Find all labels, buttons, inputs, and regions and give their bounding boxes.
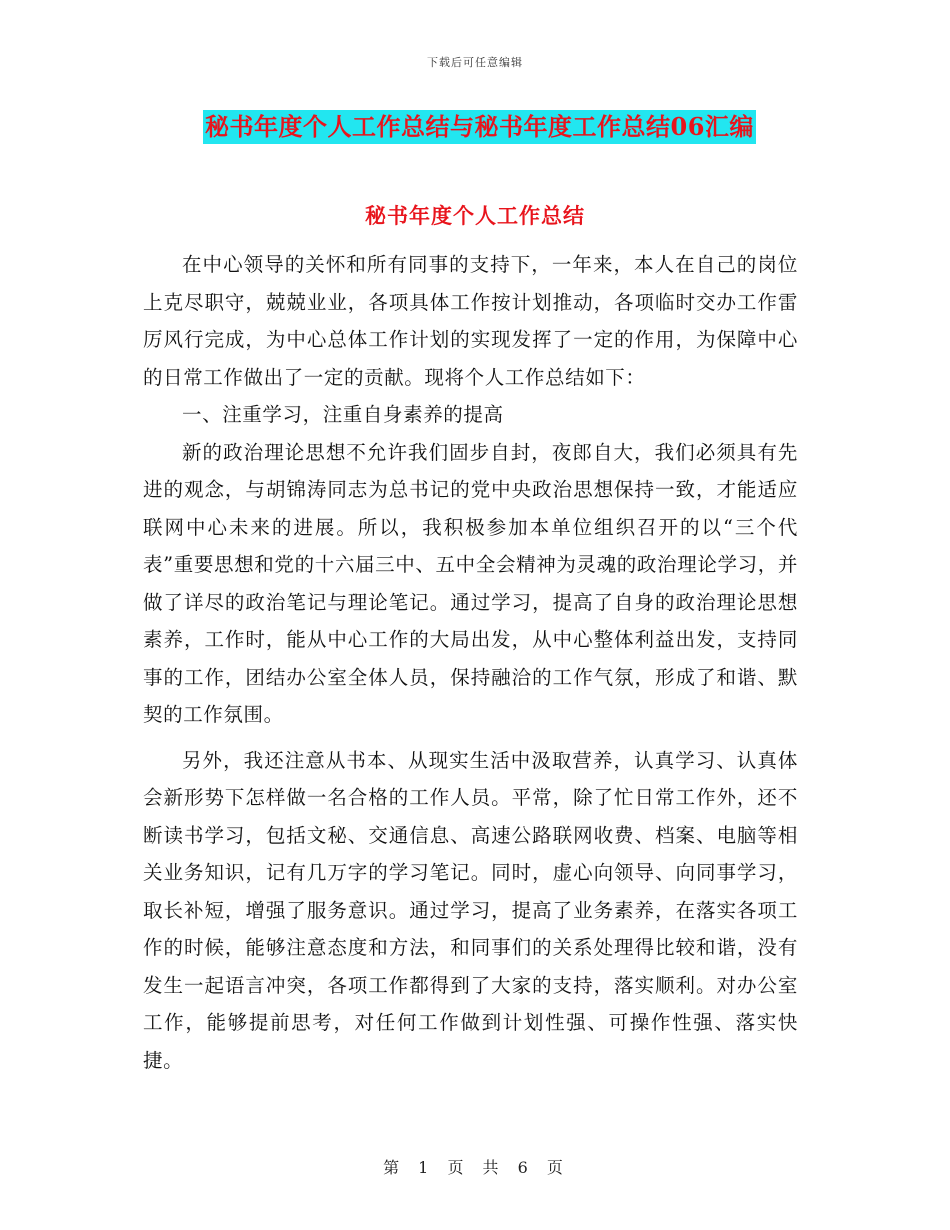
paragraph-intro: 在中心领导的关怀和所有同事的支持下，一年来，本人在自己的岗位上克尽职守，兢兢业业，各项具体工作按计划推动，各项临时交办工作雷厉风行完成，为中心总体工作计划的实现发挥了一定的作用，为保障中心的日常工作做出了一定的贡献。现将个人工作总结如下： xyxy=(143,253,798,389)
header-note: 下载后可任意编辑 xyxy=(427,56,523,69)
section-title: 秘书年度个人工作总结 xyxy=(365,203,585,228)
paragraph-self-study: 另外，我还注意从书本、从现实生活中汲取营养，认真学习、认真体会新形势下怎样做一名合格的工作人员。平常，除了忙日常工作外，还不断读书学习，包括文秘、交通信息、高速公路联网收费、档案、电脑等相关业务知识，记有几万字的学习笔记。同时，虚心向领导、向同事学习，取长补短，增强了服务意识。通过学习，提高了业务素养，在落实各项工作的时候，能够注意态度和方法，和同事们的关系处理得比较和谐，没有发生一起语言冲突，各项工作都得到了大家的支持，落实顺利。对办公室工作，能够提前思考，对任何工作做到计划性强、可操作性强、落实快捷。 xyxy=(143,748,798,1072)
main-title: 秘书年度个人工作总结与秘书年度工作总结06汇编 xyxy=(203,110,756,144)
paragraph-political-study: 新的政治理论思想不允许我们固步自封，夜郎自大，我们必须具有先进的观念，与胡锦涛同志为总书记的党中央政治思想保持一致，才能适应联网中心未来的进展。所以，我积极参加本单位组织召开的以“三个代表”重要思想和党的十六届三中、五中全会精神为灵魂的政治理论学习，并做了详尽的政治笔记与理论笔记。通过学习，提高了自身的政治理论思想素养，工作时，能从中心工作的大局出发，从中心整体利益出发，支持同事的工作，团结办公室全体人员，保持融洽的工作气氛，形成了和谐、默契的工作氛围。 xyxy=(143,440,798,726)
document-body xyxy=(143,246,798,1079)
page-indicator: 第 1 页 共 6 页 xyxy=(383,1158,567,1177)
paragraph-heading-1: 一、注重学习，注重自身素养的提高 xyxy=(182,403,504,426)
